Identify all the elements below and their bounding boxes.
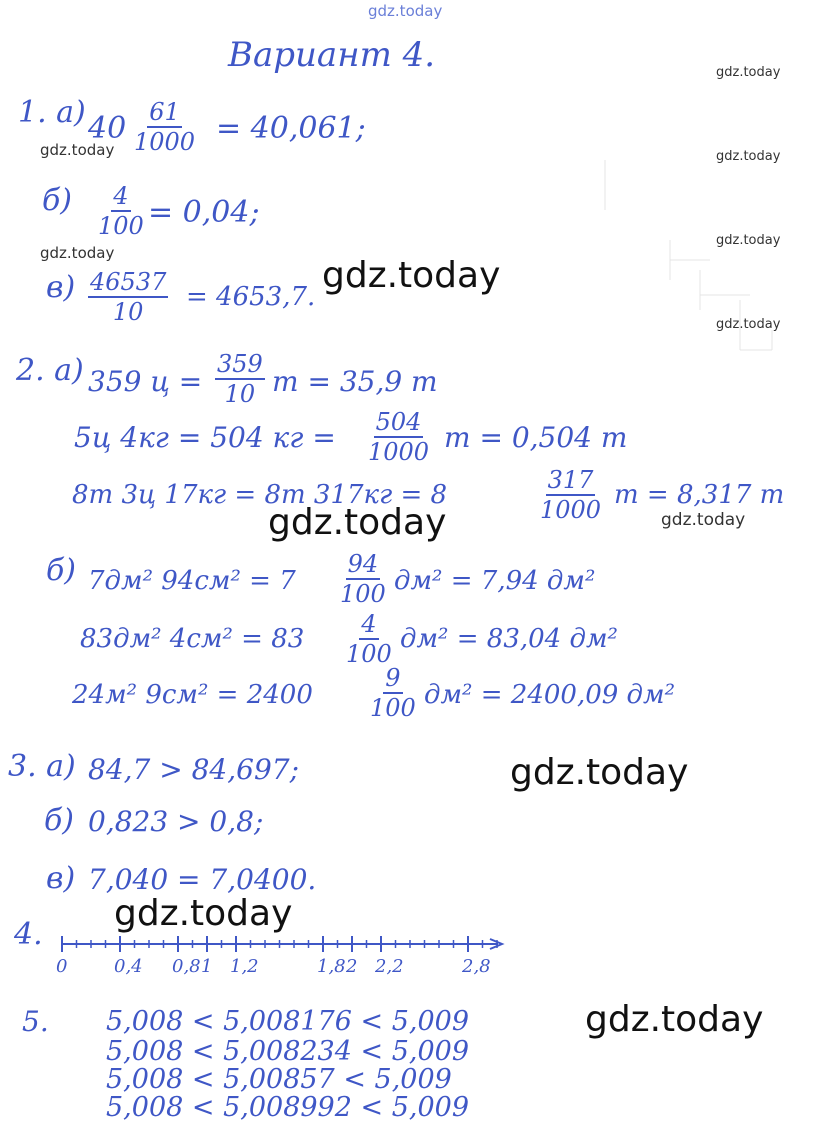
task1b-fraction <box>98 184 144 238</box>
task5-line: 5,008 < 5,00857 < 5,009 <box>106 1064 452 1095</box>
number-line <box>0 930 520 960</box>
task5-line: 5,008 < 5,008234 < 5,009 <box>106 1036 469 1067</box>
fraction-denominator: 100 <box>98 212 144 240</box>
watermark-big: gdz.today <box>510 752 689 793</box>
task2-line5-fraction <box>346 612 392 666</box>
fraction-denominator: 1000 <box>540 496 602 524</box>
task3v-label: в) <box>46 861 76 896</box>
watermark-top: gdz.today <box>368 2 443 20</box>
task2-line5-left: 83дм² 4см² = 83 <box>80 624 305 654</box>
fraction-numerator: 46537 <box>90 268 167 296</box>
number-line-tick-label: 1 <box>201 956 213 977</box>
task2-line1-left: 359 ц = <box>88 365 203 398</box>
watermark-small: gdz.today <box>661 510 746 530</box>
task5-label: 5. <box>22 1005 49 1038</box>
task1v-fraction <box>88 270 168 324</box>
fraction-denominator: 10 <box>224 380 256 408</box>
task2-line1-fraction <box>215 352 265 406</box>
task3b-label: б) <box>44 803 75 838</box>
page-title: Вариант 4. <box>228 35 436 75</box>
task3a: 84,7 > 84,697; <box>88 753 300 786</box>
task3b: 0,823 > 0,8; <box>88 805 264 838</box>
watermark-small: gdz.today <box>716 233 781 248</box>
task5-line: 5,008 < 5,008992 < 5,009 <box>106 1092 469 1123</box>
fraction-numerator: 9 <box>385 664 401 692</box>
task2-line1-right: т = 35,9 т <box>272 365 438 398</box>
task1b-result: = 0,04; <box>148 195 260 230</box>
task2-label: 2. а) <box>16 353 84 388</box>
fraction-numerator: 4 <box>113 182 129 210</box>
task2-line3-left: 8т 3ц 17кг = 8т 317кг = 8 <box>72 480 448 510</box>
watermark-big: gdz.today <box>322 255 501 296</box>
fraction-denominator: 100 <box>370 694 416 722</box>
fraction-numerator: 359 <box>217 350 263 378</box>
number-line-tick-label: 1,8 <box>317 956 346 977</box>
task2-line2-left: 5ц 4кг = 504 кг = <box>74 421 336 454</box>
watermark-small: gdz.today <box>716 149 781 164</box>
watermark-small: gdz.today <box>716 65 781 80</box>
number-line-tick-label: 2,8 <box>462 956 491 977</box>
task2-line3-right: т = 8,317 т <box>614 480 785 510</box>
watermark-small: gdz.today <box>40 141 115 159</box>
fraction-numerator: 4 <box>361 610 377 638</box>
fraction-denominator: 10 <box>112 298 144 326</box>
task2-line6-left: 24м² 9см² = 2400 <box>72 680 313 710</box>
task1v-label: в) <box>46 270 76 305</box>
number-line-tick-label: 2,2 <box>375 956 404 977</box>
task1a-whole: 40 <box>88 111 127 146</box>
task2-line4-right: дм² = 7,94 дм² <box>394 566 596 596</box>
task2-line4-left: 7дм² 94см² = 7 <box>88 566 296 596</box>
task4-label: 4. <box>14 917 43 952</box>
fraction-numerator: 317 <box>547 466 594 494</box>
task2b-label: б) <box>46 553 77 588</box>
number-line-tick-label: 0,4 <box>114 956 143 977</box>
task5-line: 5,008 < 5,008176 < 5,009 <box>106 1006 469 1037</box>
task2-line6-fraction <box>370 666 416 720</box>
fraction-denominator: 100 <box>340 580 386 608</box>
watermark-small: gdz.today <box>716 317 781 332</box>
number-line-tick-label: 0,8 <box>172 956 201 977</box>
fraction-numerator: 504 <box>375 408 422 436</box>
task1v-result: = 4653,7. <box>186 282 316 312</box>
number-line-tick-label: 0 <box>56 956 68 977</box>
watermark-big: gdz.today <box>585 999 764 1040</box>
fraction-numerator: 61 <box>149 98 180 126</box>
fraction-denominator: 1000 <box>368 438 430 466</box>
watermark-big: gdz.today <box>268 502 447 543</box>
task3-label: 3. а) <box>8 749 76 784</box>
task3v: 7,040 = 7,0400. <box>88 863 317 896</box>
task2-line6-right: дм² = 2400,09 дм² <box>424 680 676 710</box>
fraction-numerator: 94 <box>347 550 379 578</box>
watermark-small: gdz.today <box>40 244 115 262</box>
task2-line4-fraction <box>340 552 386 606</box>
number-line-tick-label: 2 <box>346 956 358 977</box>
task1a-fraction <box>134 100 195 154</box>
fraction-denominator: 100 <box>346 640 392 668</box>
task1b-label: б) <box>42 183 73 218</box>
task1a-result: = 40,061; <box>216 111 366 146</box>
task1-label: 1. а) <box>18 95 86 130</box>
number-line-tick-label: 1,2 <box>230 956 259 977</box>
task2-line3-fraction <box>540 468 601 522</box>
task2-line2-fraction <box>368 410 429 464</box>
task2-line5-right: дм² = 83,04 дм² <box>400 624 618 654</box>
task2-line2-right: т = 0,504 т <box>444 421 628 454</box>
fraction-denominator: 1000 <box>134 128 196 156</box>
watermark-big: gdz.today <box>114 893 293 934</box>
faint-grid-lines <box>600 160 780 360</box>
